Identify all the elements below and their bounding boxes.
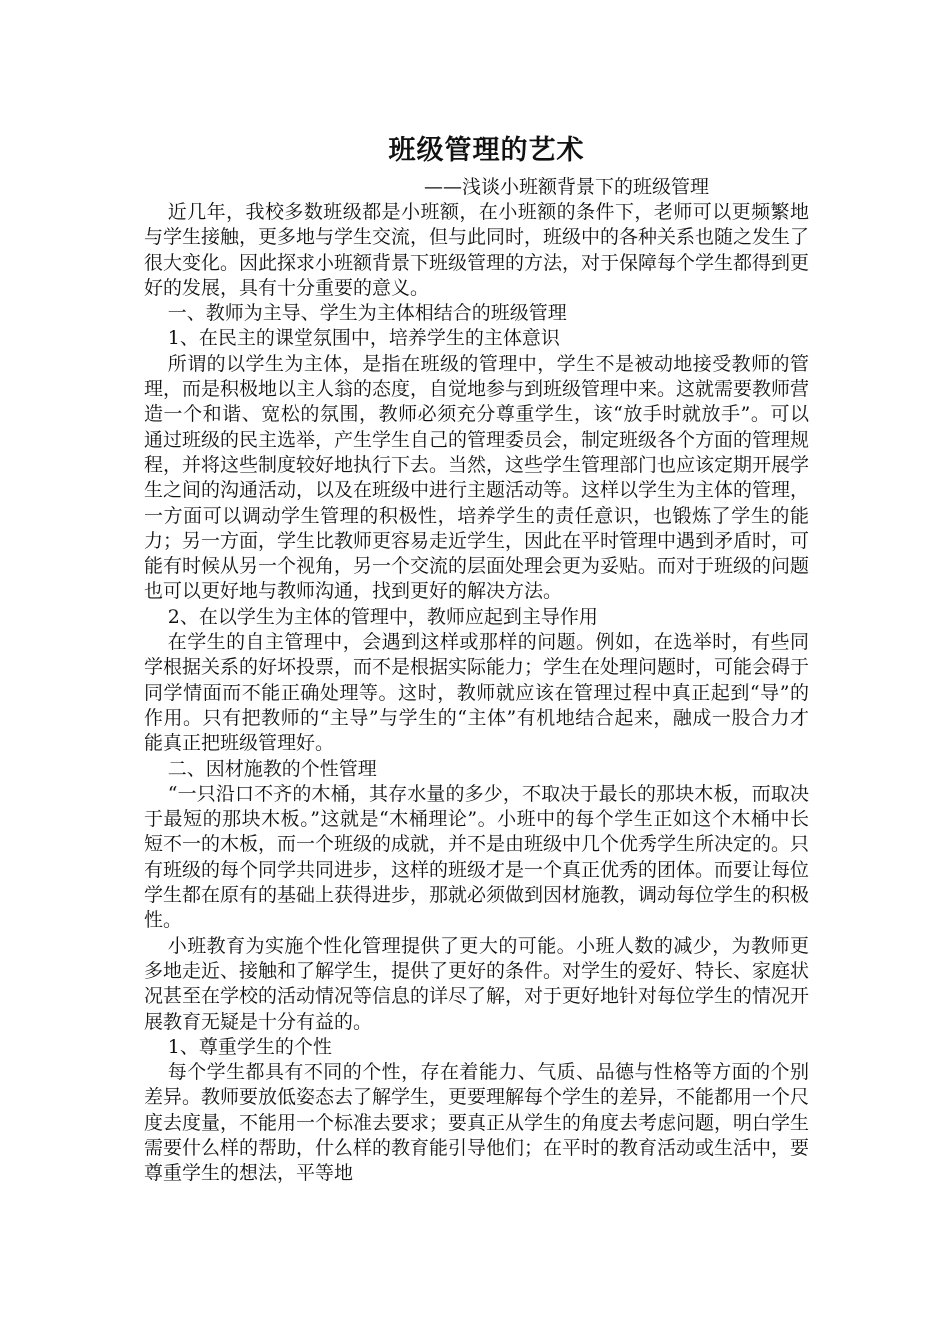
section-heading: 1、尊重学生的个性 xyxy=(167,1035,332,1058)
document-subtitle: ——浅谈小班额背景下的班级管理 xyxy=(423,176,709,198)
body-paragraph: 近几年，我校多数班级都是小班额，在小班额的条件下，老师可以更频繁地与学生接触，更多地与学生交流，但与此同时，班级中的各种关系也随之发生了很大变化。因此探求小班额背景下班级管理的方法，对于保障每个学生都得到更好的发展，具有十分重要的意义。 xyxy=(144,201,810,299)
document-title: 班级管理的艺术 xyxy=(388,135,585,166)
body-paragraph: 所谓的以学生为主体，是指在班级的管理中，学生不是被动地接受教师的管理，而是积极地以主人翁的态度，自觉地参与到班级管理中来。这就需要教师营造一个和谐、宽松的氛围，教师必须充分尊重学生，该“放手时就放手”。可以通过班级的民主选举，产生学生自己的管理委员会，制定班级各个方面的管理规程，并将这些制度较好地执行下去。当然，这些学生管理部门也应该定期开展学生之间的沟通活动，以及在班级中进行主题活动等。这样以学生为主体的管理，一方面可以调动学生管理的积极性，培养学生的责任意识，也锻炼了学生的能力；另一方面，学生比教师更容易走近学生，因此在平时管理中遇到矛盾时，可能有时候从另一个视角，另一个交流的层面处理会更为妥贴。而对于班级的问题也可以更好地与教师沟通，找到更好的解决方法。 xyxy=(144,352,810,603)
document-page xyxy=(144,128,809,1187)
body-paragraph: “一只沿口不齐的木桶，其存水量的多少，不取决于最长的那块木板，而取决于最短的那块木板。”这就是“木桶理论”。小班中的每个学生正如这个木桶中长短不一的木板，而一个班级的成就，并不是由班级中几个优秀学生所决定的。只有班级的每个同学共同进步，这样的班级才是一个真正优秀的团体。而要让每位学生都在原有的基础上获得进步，那就必须做到因材施教，调动每位学生的积极性。 xyxy=(144,782,810,932)
section-heading: 2、在以学生为主体的管理中，教师应起到主导作用 xyxy=(167,605,598,628)
document-body xyxy=(144,200,809,1187)
body-paragraph: 每个学生都具有不同的个性，存在着能力、气质、品德与性格等方面的个别差异。教师要放低姿态去了解学生，更要理解每个学生的差异，不能都用一个尺度去度量，不能用一个标准去要求；要真正从学生的角度去考虑问题，明白学生需要什么样的帮助，什么样的教育能引导他们；在平时的教育活动或生活中，要尊重学生的想法，平等地 xyxy=(144,1061,810,1185)
section-heading: 二、因材施教的个性管理 xyxy=(167,757,377,780)
section-heading: 一、教师为主导、学生为主体相结合的班级管理 xyxy=(167,302,567,325)
body-paragraph: 在学生的自主管理中，会遇到这样或那样的问题。例如，在选举时，有些同学根据关系的好坏投票，而不是根据实际能力；学生在处理问题时，可能会碍于同学情面而不能正确处理等。这时，教师就应该在管理过程中真正起到“导”的作用。只有把教师的“主导”与学生的“主体”有机地结合起来，融成一股合力才能真正把班级管理好。 xyxy=(144,631,810,755)
body-paragraph: 小班教育为实施个性化管理提供了更大的可能。小班人数的减少，为教师更多地走近、接触和了解学生，提供了更好的条件。对学生的爱好、特长、家庭状况甚至在学校的活动情况等信息的详尽了解，对于更好地针对每位学生的情况开展教育无疑是十分有益的。 xyxy=(144,934,810,1033)
section-heading: 1、在民主的课堂氛围中，培养学生的主体意识 xyxy=(167,327,560,350)
